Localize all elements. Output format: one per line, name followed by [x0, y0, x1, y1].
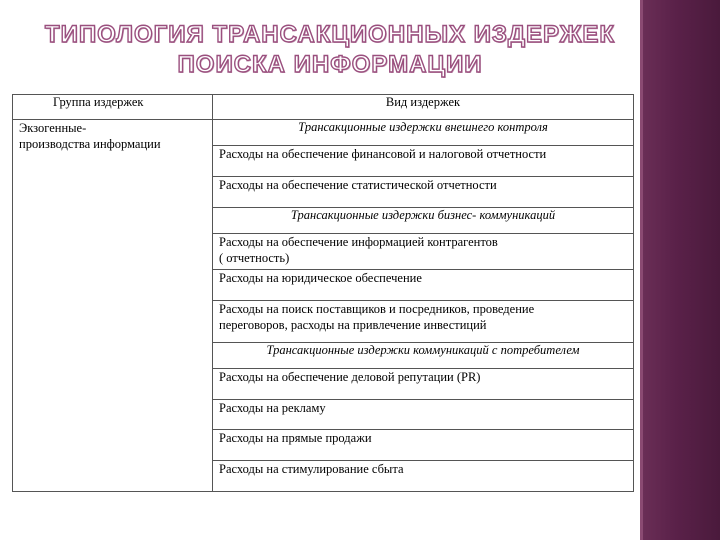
decorative-sidebar: [640, 0, 720, 540]
cost-item: Расходы на обеспечение информацией контрагентов ( отчетность): [213, 234, 634, 270]
cost-typology-table: [12, 94, 634, 492]
subgroup-heading: Трансакционные издержки бизнес- коммуникаций: [213, 208, 634, 234]
cost-item: Расходы на поиск поставщиков и посредников, проведение переговоров, расходы на привлечение инвестиций: [213, 301, 634, 343]
title-line-2: ПОИСКА ИНФОРМАЦИИ: [177, 51, 483, 78]
header-group: Группа издержек: [13, 95, 213, 120]
cost-item: Расходы на стимулирование сбыта: [213, 461, 634, 492]
cost-item: Расходы на обеспечение финансовой и налоговой отчетности: [213, 146, 634, 177]
cost-item: Расходы на обеспечение статистической отчетности: [213, 177, 634, 208]
slide-title: [20, 20, 640, 80]
header-type: Вид издержек: [213, 95, 634, 120]
table-row: [13, 120, 634, 146]
subgroup-heading: Трансакционные издержки внешнего контроля: [213, 120, 634, 146]
cost-item: Расходы на рекламу: [213, 400, 634, 430]
subgroup-heading: Трансакционные издержки коммуникаций с потребителем: [213, 343, 634, 369]
cost-group-cell: Экзогенные- производства информации: [13, 120, 213, 492]
table-header-row: [13, 95, 634, 120]
cost-item: Расходы на прямые продажи: [213, 430, 634, 461]
cost-item: Расходы на юридическое обеспечение: [213, 270, 634, 301]
cost-item: Расходы на обеспечение деловой репутации (PR): [213, 369, 634, 400]
title-line-1: ТИПОЛОГИЯ ТРАНСАКЦИОННЫХ ИЗДЕРЖЕК: [44, 21, 616, 48]
